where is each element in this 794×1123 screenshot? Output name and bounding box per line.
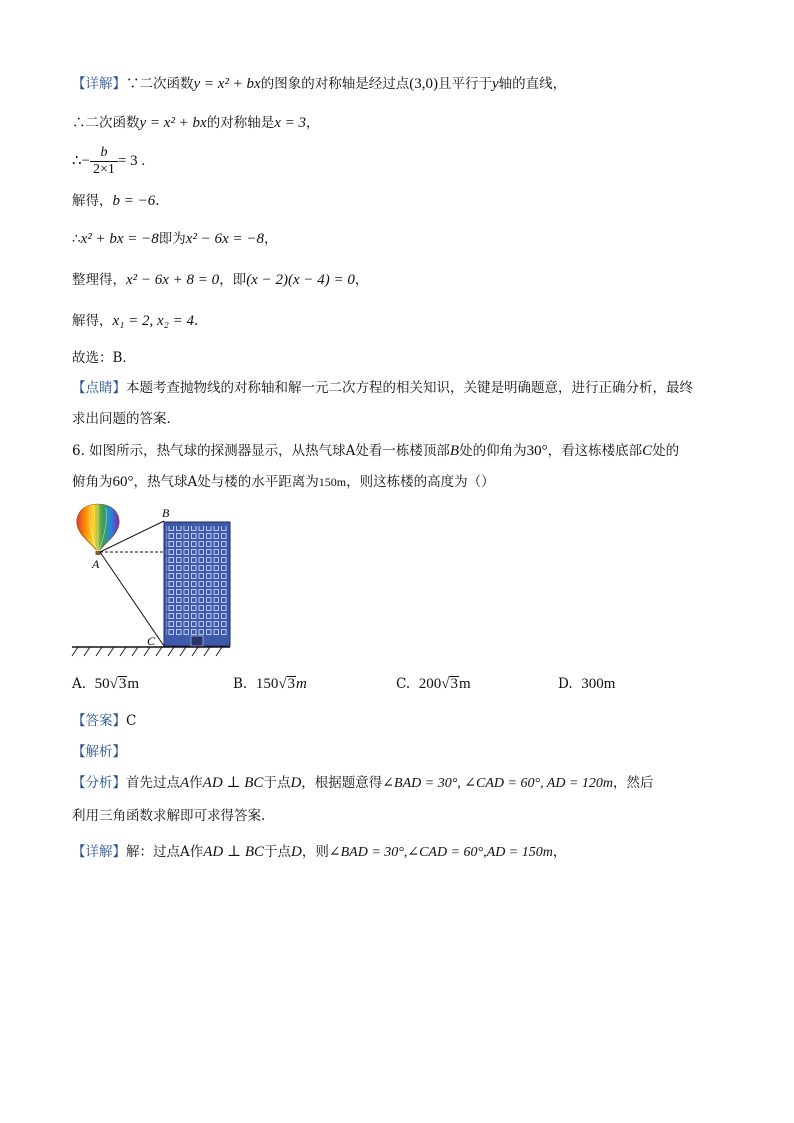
text: ∴ — [72, 231, 81, 247]
variable: D — [291, 844, 302, 860]
fenxi-line-2: 利用三角函数求解即可求得答案． — [72, 808, 275, 824]
radicand: 3 — [287, 676, 296, 692]
choice-value: 150 — [255, 676, 279, 692]
line-5 — [72, 229, 277, 249]
denominator: 2×1 — [93, 162, 115, 177]
variable: B — [449, 443, 460, 459]
text: 解得， — [72, 193, 113, 209]
variable: C — [642, 443, 653, 459]
answer-tag: 【答案】 — [72, 713, 126, 729]
equation: y = x² + bx — [193, 76, 261, 92]
text: ， — [263, 231, 278, 247]
numerator: b — [90, 145, 118, 162]
xiangjie-line — [72, 842, 566, 863]
text: ， — [354, 272, 369, 288]
label-A: A — [92, 557, 100, 571]
text: . — [155, 193, 160, 209]
variable: A — [180, 775, 190, 791]
line-3 — [72, 145, 145, 178]
equation: x² + bx = −8 — [80, 231, 159, 247]
equation: x² − 6x + 8 = 0 — [126, 272, 220, 288]
xiangjie-tag: 【详解】 — [72, 844, 126, 860]
equation: x² − 6x = −8 — [185, 231, 264, 247]
choice-a[interactable]: A. 50√3m — [72, 676, 140, 692]
text: ，即 — [219, 272, 247, 288]
text: 的对称轴是 — [206, 115, 275, 131]
choice-value: 50 — [94, 676, 110, 692]
detail-line-1 — [72, 74, 566, 94]
text: 解：过点A作 — [126, 844, 204, 860]
text: 作 — [189, 775, 203, 791]
text: 的图象的对称轴是经过点 — [260, 76, 410, 92]
text: 且平行于 — [437, 76, 492, 92]
text: ，然后 — [613, 775, 654, 791]
choice-b[interactable]: B. 150√3m — [233, 676, 307, 692]
choice-c[interactable]: C. 200√3m — [396, 676, 471, 692]
line-4 — [72, 191, 160, 211]
dianjing-tag: 【点睛】 — [72, 380, 126, 396]
balloon-basket — [96, 551, 101, 555]
fenxi-tag: 【分析】 — [72, 775, 126, 791]
choice-letter: A. — [72, 676, 87, 692]
choice-letter: C. — [396, 676, 411, 692]
answer-value: C — [126, 713, 137, 729]
text: 于点 — [263, 775, 291, 791]
variable: y — [491, 76, 499, 92]
equation: x₁ = 2, x₂ = 4 — [112, 313, 194, 329]
choice-letter: D. — [558, 676, 573, 692]
text: 整理得， — [72, 272, 126, 288]
unit: m — [458, 676, 471, 692]
text: ， — [306, 115, 320, 131]
line-6 — [72, 270, 368, 290]
text: 即为 — [158, 231, 186, 247]
unit: m — [296, 676, 307, 692]
detail-tag: 【详解】 — [72, 76, 126, 92]
label-B: B — [162, 506, 170, 520]
text: ∵二次函数 — [126, 76, 194, 92]
text: 处的仰角为 — [459, 443, 527, 459]
choice-value: 300m — [581, 676, 616, 692]
text: ，根据题意得 — [301, 775, 383, 791]
analysis-line — [72, 742, 126, 762]
text: ∴二次函数 — [72, 115, 140, 131]
text: ，热气球A处与楼的水平距离为 — [133, 474, 319, 490]
analysis-tag: 【解析】 — [72, 744, 126, 760]
choice-letter: B. — [233, 676, 248, 692]
dianjing-line-2: 求出问题的答案． — [72, 411, 180, 427]
unit: m — [127, 676, 140, 692]
text: 6. 如图所示，热气球的探测器显示，从热气球A处看一栋楼顶部 — [72, 443, 450, 459]
equation: x = 3 — [274, 115, 306, 131]
equation: y = x² + bx — [139, 115, 207, 131]
text: ∴− — [72, 153, 91, 169]
text: 轴的直线， — [498, 76, 567, 92]
text: = 3 . — [117, 153, 146, 169]
text: 于点 — [264, 844, 292, 860]
building — [164, 522, 230, 646]
variable: D — [290, 775, 302, 791]
equation: ∠BAD = 30°, ∠CAD = 60°, AD = 120m — [382, 776, 614, 791]
text: ，则这栋楼的高度为（） — [346, 474, 495, 490]
text: 本题考查抛物线的对称轴和解一元二次方程的相关知识，关键是明确题意，进行正确分析，最终 — [126, 380, 693, 396]
equation: (x − 2)(x − 4) = 0 — [246, 272, 355, 288]
line-2 — [72, 113, 320, 133]
fraction — [90, 145, 118, 178]
question-6-line-1 — [72, 441, 679, 461]
text: 处的 — [652, 443, 680, 459]
answer-line — [72, 711, 136, 731]
text: 俯角为 — [72, 474, 113, 490]
text: . — [194, 313, 199, 329]
hot-air-balloon-icon — [77, 504, 119, 555]
choice-value: 200 — [418, 676, 442, 692]
equation: b = −6 — [112, 193, 156, 209]
choice-d[interactable] — [558, 676, 615, 693]
label-C: C — [147, 634, 156, 648]
text: 首先过点 — [126, 775, 180, 791]
fenxi-line-1 — [72, 773, 654, 794]
balloon-building-figure — [70, 500, 240, 662]
angle: 60° — [112, 474, 134, 490]
dianjing-line-1 — [72, 378, 693, 398]
ground — [72, 647, 230, 656]
line-7 — [72, 311, 198, 331]
equation: AD ⊥ BC — [203, 844, 265, 860]
line-AC — [100, 552, 164, 646]
point: (3,0) — [409, 76, 438, 92]
radicand: 3 — [118, 676, 127, 692]
equation: ∠BAD = 30°,∠CAD = 60°,AD = 150m — [328, 845, 553, 860]
radicand: 3 — [450, 676, 458, 692]
text: ，则 — [301, 844, 329, 860]
distance: 150m — [318, 475, 347, 489]
text: 解得， — [72, 313, 113, 329]
question-6-line-2 — [72, 472, 495, 492]
angle: 30° — [526, 443, 548, 459]
text: ， — [552, 844, 567, 860]
building-door — [191, 636, 203, 646]
equation: AD ⊥ BC — [202, 775, 264, 791]
line-8: 故选：B． — [72, 350, 136, 366]
text: ，看这栋楼底部 — [547, 443, 643, 459]
